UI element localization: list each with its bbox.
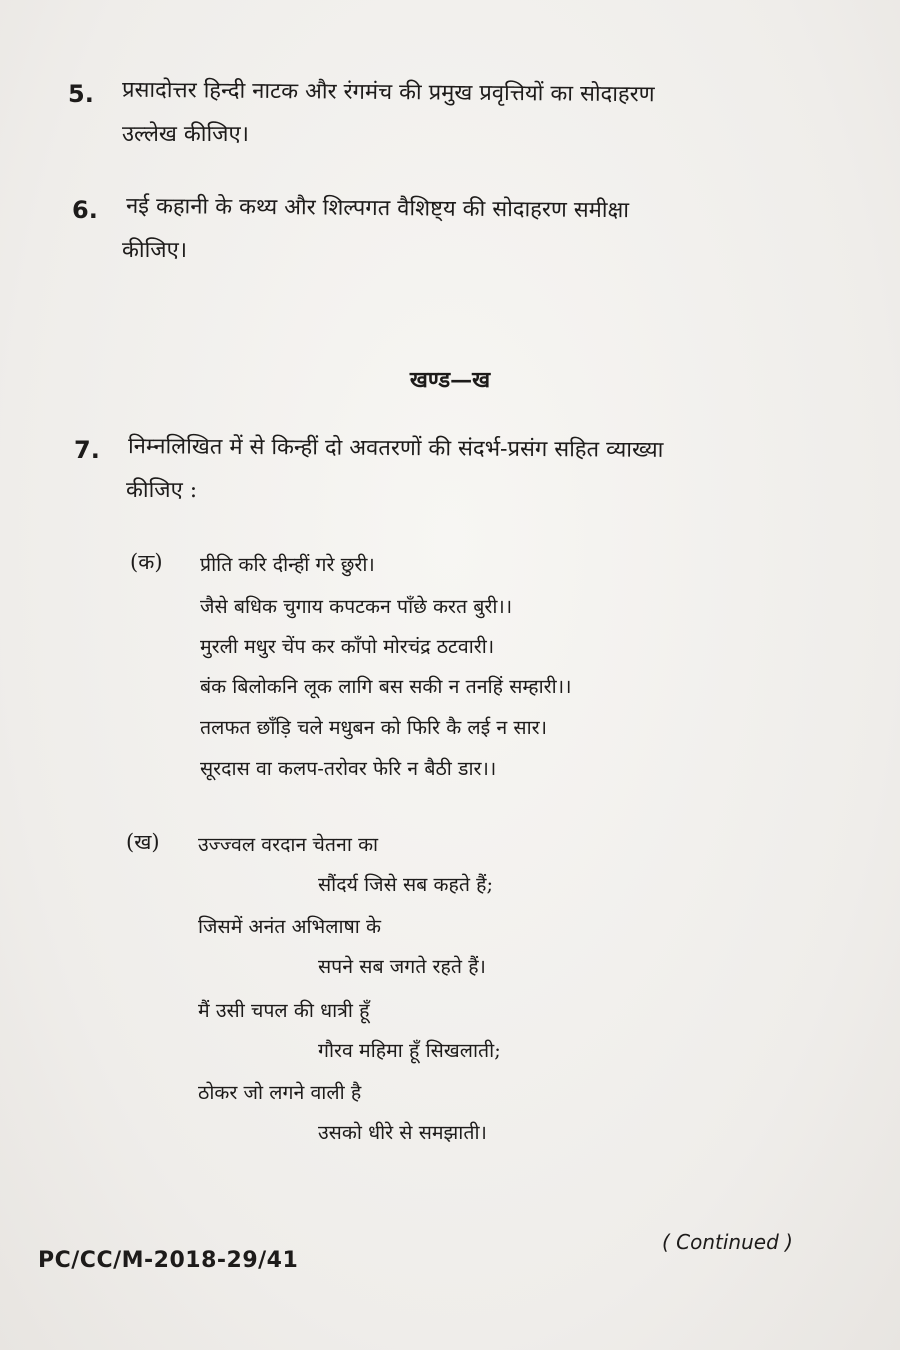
verse-kha-line-5: मैं उसी चपल की धात्री हूँ [198,999,370,1022]
verse-kha-line-8: उसको धीरे से समझाती। [318,1121,487,1144]
verse-ka-line-2: जैसे बधिक चुगाय कपटकन पाँछे करत बुरी।। [200,595,513,618]
section-title: खण्ड—ख [409,367,491,393]
verse-kha-line-1: उज्ज्वल वरदान चेतना का [198,833,379,856]
question-5-line-1: प्रसादोत्तर हिन्दी नाटक और रंगमंच की प्रमुख प्रवृत्तियों का सोदाहरण [121,77,655,108]
question-6-number: 6. [72,196,98,224]
verse-ka-line-5: तलफत छाँड़ि चले मधुबन को फिरि कै लई न सार। [200,716,548,739]
verse-ka-line-4: बंक बिलोकनि लूक लागि बस सकी न तनहिं सम्हारी।। [200,675,572,698]
question-6-line-2: कीजिए। [122,238,188,263]
continued-note: ( Continued ) [662,1230,793,1254]
verse-kha-line-3: जिसमें अनंत अभिलाषा के [198,915,382,938]
verse-ka-line-6: सूरदास वा कलप-तरोवर फेरि न बैठी डार।। [200,757,497,780]
part-kha-label: (ख) [126,830,160,854]
question-5-line-2: उल्लेख कीजिए। [122,122,250,147]
question-5-number: 5. [68,80,94,108]
verse-ka-line-3: मुरली मधुर चेंप कर काँपो मोरचंद्र ठटवारी। [200,635,495,658]
verse-ka-line-1: प्रीति करि दीन्हीं गरे छुरी। [200,553,375,576]
question-7-line-2: कीजिए : [126,478,198,503]
verse-kha-line-7: ठोकर जो लगने वाली है [198,1081,362,1104]
question-7-number: 7. [74,436,100,464]
paper-code: PC/CC/M-2018-29/41 [38,1248,299,1273]
verse-kha-line-4: सपने सब जगते रहते हैं। [318,955,486,978]
question-7-line-1: निम्नलिखित में से किन्हीं दो अवतरणों की संदर्भ-प्रसंग सहित व्याख्या [127,434,664,463]
part-ka-label: (क) [130,550,163,574]
verse-kha-line-2: सौंदर्य जिसे सब कहते हैं; [318,873,494,896]
verse-kha-line-6: गौरव महिमा हूँ सिखलाती; [318,1039,501,1062]
question-6-line-1: नई कहानी के कथ्य और शिल्पगत वैशिष्ट्य की सोदाहरण समीक्षा [125,193,630,224]
